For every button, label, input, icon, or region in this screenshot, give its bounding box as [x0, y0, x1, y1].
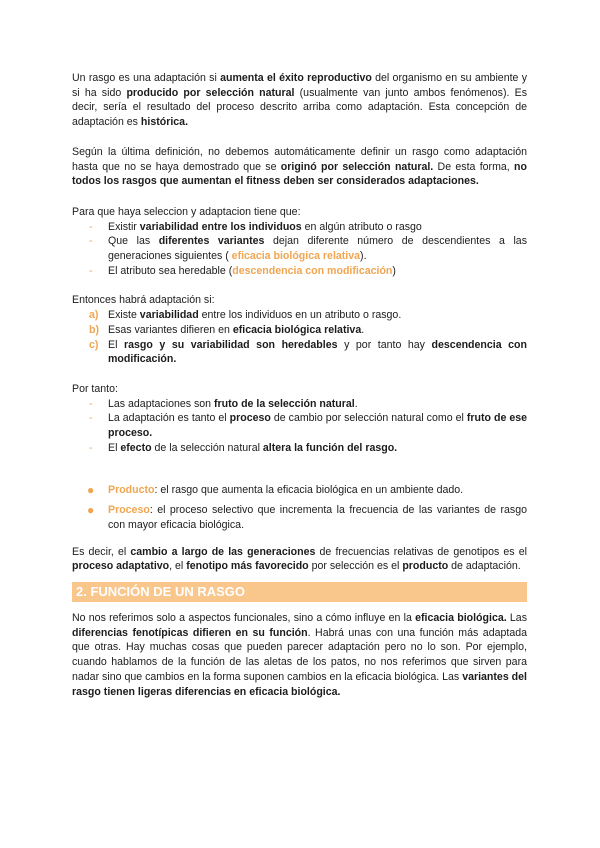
- text: ).: [360, 250, 367, 263]
- text: por selección es el: [308, 560, 403, 573]
- product-process-list: [72, 483, 527, 532]
- text: ): [392, 264, 396, 277]
- bold-text: fruto de la selección natural: [214, 397, 355, 410]
- letter-marker: a): [89, 309, 99, 322]
- dash-marker: -: [89, 441, 93, 454]
- paragraph-adaptation-conditions-intro: Entonces habrá adaptación si:: [72, 294, 215, 307]
- paragraph-adaptation-definition: [72, 71, 527, 130]
- text: Las: [506, 611, 527, 624]
- bold-text: fenotipo más favorecido: [186, 560, 309, 573]
- text: La adaptación es tanto el: [108, 412, 230, 425]
- bold-text: proceso adaptativo: [72, 560, 170, 573]
- text: .: [361, 323, 365, 336]
- text: : el rasgo que aumenta la eficacia biológica en un ambiente dado.: [154, 484, 464, 497]
- bold-text: producto: [402, 560, 449, 573]
- text: Un rasgo es una adaptación si: [72, 72, 221, 84]
- text: Que las: [108, 235, 159, 248]
- requirements-list: [72, 220, 527, 279]
- text: entre los individuos en un atributo o rasgo.: [198, 309, 402, 322]
- document-body: [72, 71, 527, 699]
- dash-marker: -: [89, 397, 93, 410]
- text: . Habrá unas con una función más adaptada que otras. Hay muchas cosas que pueden parecer adaptación pero no lo son. Por ejemplo, cuando hablamos de la función de las aletas de los patos, no nos referimos que sirven para nadar sino que cambios en la forma suponen cambios en la eficacia biológica. Las: [72, 626, 527, 683]
- dash-marker: -: [89, 235, 93, 248]
- bold-text: descendencia con modificación.: [108, 338, 528, 366]
- text: .: [354, 397, 358, 410]
- bold-text: histórica.: [140, 116, 189, 129]
- dash-marker: -: [89, 264, 93, 277]
- bold-text: altera la función del rasgo.: [262, 441, 398, 454]
- list-item: [72, 483, 527, 498]
- bold-text: cambio a largo de las generaciones: [130, 545, 316, 558]
- text: : el proceso selectivo que incrementa la frecuencia de las variantes de rasgo con mayor eficacia biológica.: [108, 504, 527, 531]
- list-item: [72, 308, 527, 323]
- highlight-text: Proceso: [108, 504, 150, 517]
- letter-marker: b): [89, 323, 99, 336]
- bold-text: aumenta el éxito reproductivo: [220, 72, 372, 84]
- dash-marker: -: [89, 412, 93, 425]
- text: No nos referimos solo a aspectos funcionales, sino a cómo influye en la: [72, 611, 416, 624]
- bold-text: fruto de ese proceso.: [108, 412, 528, 440]
- bullet-dot-icon: ●: [87, 503, 95, 518]
- text: El: [108, 441, 121, 454]
- list-item: [72, 234, 527, 263]
- text: Existir: [108, 220, 140, 233]
- text: en algún atributo o rasgo: [301, 220, 422, 233]
- text: El: [108, 338, 124, 351]
- text: Según la última definición, no debemos automáticamente definir un rasgo como adaptación hasta que no se haya demostrado que se: [72, 145, 527, 173]
- highlight-text: eficacia biológica relativa: [231, 250, 361, 263]
- highlight-text: Producto: [108, 484, 155, 497]
- bold-text: proceso: [229, 412, 271, 425]
- paragraph-adaptive-process: [72, 545, 527, 574]
- paragraph-requirements-intro: Para que haya seleccion y adaptacion tiene que:: [72, 205, 301, 218]
- bold-text: no todos los rasgos que aumentan el fitness deben ser considerados adaptaciones.: [72, 160, 527, 188]
- text: de la selección natural: [151, 441, 263, 454]
- text: de cambio por selección natural como el: [270, 412, 467, 425]
- consequences-list: [72, 397, 527, 456]
- text: (usualmente van junto ambos fenómenos). Es decir, sería el resultado del proceso descrito arriba como adaptación. Esta concepción de adaptación es: [72, 86, 527, 129]
- text: Es decir, el: [72, 545, 131, 558]
- bullet-dot-icon: ●: [87, 483, 95, 498]
- text: Esas variantes difieren en: [108, 323, 233, 336]
- bold-text: eficacia biológica.: [415, 611, 507, 624]
- list-item: [72, 397, 527, 412]
- bold-text: variabilidad entre los individuos: [139, 220, 302, 233]
- paragraph-therefore: Por tanto:: [72, 382, 118, 395]
- list-item: [72, 220, 527, 235]
- highlight-text: descendencia con modificación: [232, 264, 393, 277]
- bold-text: eficacia biológica relativa: [232, 323, 362, 336]
- conditions-list: [72, 308, 527, 367]
- text: De esta forma,: [433, 160, 515, 173]
- text: , el: [169, 560, 187, 573]
- section-heading: 2. FUNCIÓN DE UN RASGO: [72, 582, 527, 602]
- text: El atributo sea heredable (: [108, 264, 233, 277]
- text: Existe: [108, 309, 140, 322]
- text: de frecuencias relativas de genotipos es el: [315, 545, 527, 558]
- list-item: [72, 323, 527, 338]
- text: y por tanto hay: [337, 338, 432, 351]
- list-item: [72, 503, 527, 532]
- bold-text: diferencias fenotípicas difieren en su función: [72, 626, 308, 639]
- bold-text: diferentes variantes: [158, 235, 265, 248]
- list-item: [72, 441, 527, 456]
- bold-text: variantes del rasgo tienen ligeras diferencias en eficacia biológica.: [72, 670, 527, 698]
- list-item: [72, 338, 527, 367]
- bold-text: producido por selección natural: [126, 86, 295, 99]
- text: de adaptación.: [448, 560, 521, 573]
- bold-text: rasgo y su variabilidad son heredables: [123, 338, 338, 351]
- text: dejan diferente número de descendientes a las generaciones siguientes (: [108, 235, 527, 263]
- list-item: [72, 411, 527, 440]
- text: del organismo en su ambiente y si ha sido: [72, 72, 528, 99]
- bold-text: efecto: [120, 441, 152, 454]
- list-item: [72, 264, 527, 279]
- letter-marker: c): [89, 338, 99, 351]
- bold-text: variabilidad: [139, 309, 199, 322]
- paragraph-trait-function: [72, 611, 527, 699]
- dash-marker: -: [89, 220, 93, 233]
- bold-text: originó por selección natural.: [280, 160, 434, 173]
- text: Las adaptaciones son: [108, 397, 215, 410]
- paragraph-last-definition: [72, 145, 527, 189]
